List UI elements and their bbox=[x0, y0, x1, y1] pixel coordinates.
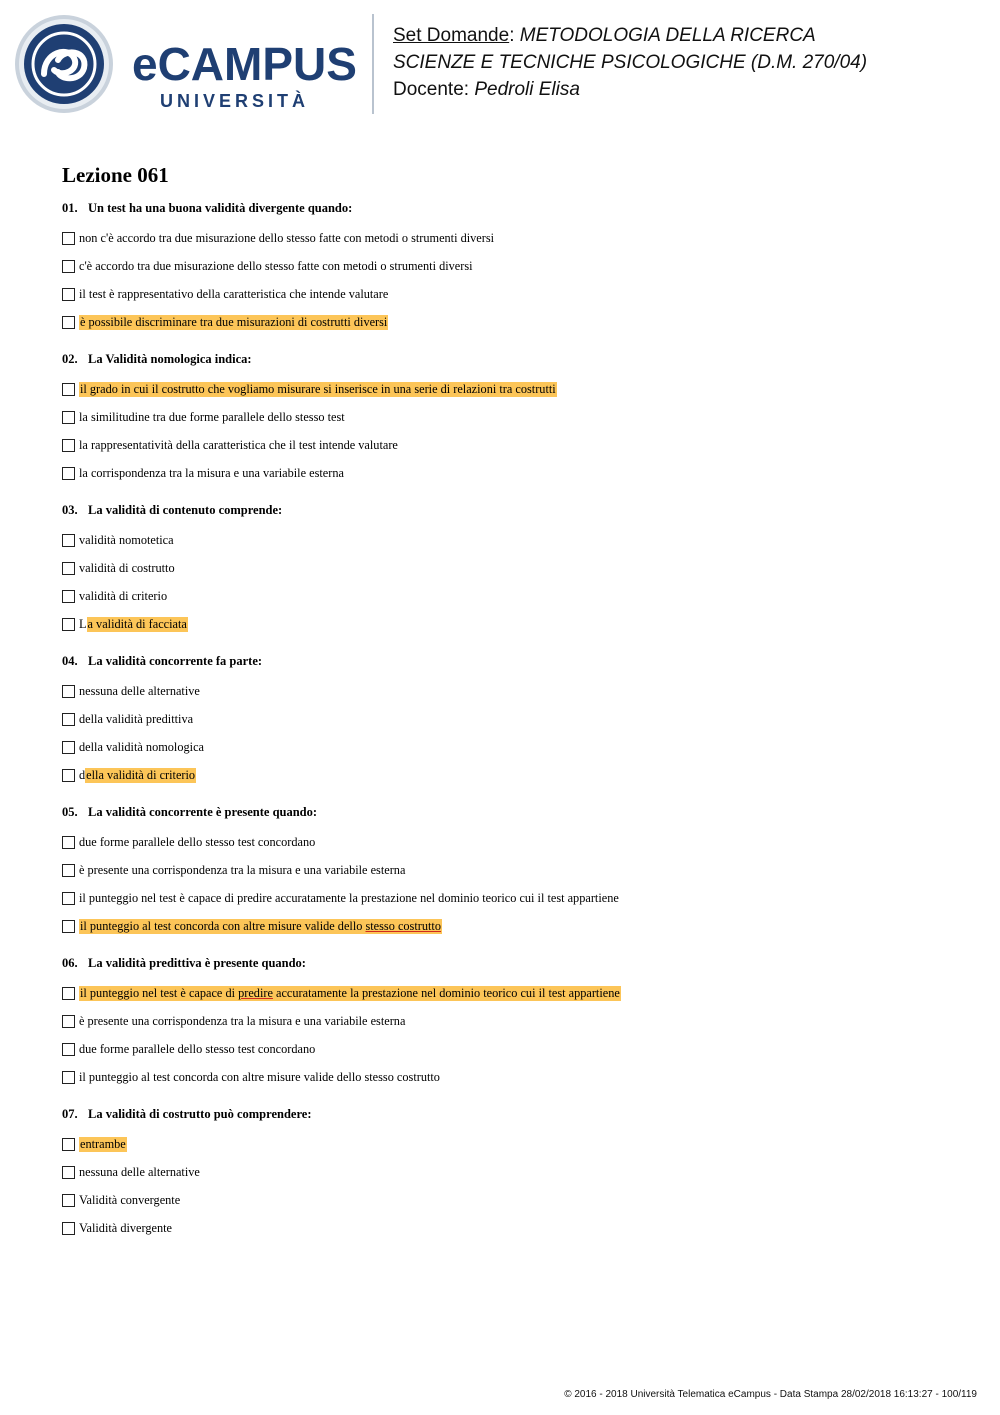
question bbox=[62, 1104, 962, 1242]
answer-option[interactable] bbox=[62, 1035, 962, 1063]
question-number: 03. bbox=[62, 503, 78, 517]
answer-option-correct[interactable] bbox=[62, 610, 962, 638]
answer-option[interactable] bbox=[62, 677, 962, 705]
answer-option[interactable] bbox=[62, 856, 962, 884]
answer-checkbox[interactable] bbox=[62, 1166, 75, 1179]
question bbox=[62, 198, 962, 336]
answer-option[interactable] bbox=[62, 1063, 962, 1091]
questions-content bbox=[62, 160, 962, 1242]
header-separator bbox=[372, 14, 374, 114]
option-text: Validità convergente bbox=[79, 1192, 181, 1207]
answer-checkbox[interactable] bbox=[62, 836, 75, 849]
option-text: la corrispondenza tra la misura e una variabile esterna bbox=[79, 465, 344, 480]
answer-checkbox[interactable] bbox=[62, 590, 75, 603]
answer-option-correct[interactable] bbox=[62, 761, 962, 789]
option-text: due forme parallele dello stesso test concordano bbox=[79, 1041, 316, 1056]
answer-option[interactable] bbox=[62, 1214, 962, 1242]
question-text: La Validità nomologica indica: bbox=[88, 352, 252, 366]
question-text: La validità concorrente è presente quando: bbox=[88, 805, 318, 819]
option-text: c'è accordo tra due misurazione dello stesso fatte con metodi o strumenti diversi bbox=[79, 258, 473, 273]
course-line2: SCIENZE E TECNICHE PSICOLOGICHE (D.M. 270/04) bbox=[393, 52, 868, 73]
question-text: Un test ha una buona validità divergente quando: bbox=[88, 201, 353, 215]
option-text: validità di costrutto bbox=[79, 560, 175, 575]
answer-checkbox[interactable] bbox=[62, 1043, 75, 1056]
header-course-row bbox=[393, 22, 867, 49]
option-text: la rappresentatività della caratteristica che il test intende valutare bbox=[79, 437, 398, 452]
answer-checkbox[interactable] bbox=[62, 618, 75, 631]
question-title bbox=[62, 349, 962, 369]
option-text-highlighted bbox=[79, 919, 442, 934]
set-label: Set Domande bbox=[393, 25, 510, 46]
question-title bbox=[62, 651, 962, 671]
answer-checkbox[interactable] bbox=[62, 741, 75, 754]
option-text: non c'è accordo tra due misurazione dello stesso fatte con metodi o strumenti diversi bbox=[79, 230, 495, 245]
answer-option[interactable] bbox=[62, 431, 962, 459]
option-text: validità nomotetica bbox=[79, 532, 174, 547]
option-text: è presente una corrispondenza tra la misura e una variabile esterna bbox=[79, 862, 406, 877]
option-text-part: il punteggio nel test è capace di bbox=[80, 985, 239, 1000]
option-text-underlined: stesso costrutto bbox=[365, 918, 441, 933]
answer-option[interactable] bbox=[62, 252, 962, 280]
question-number: 02. bbox=[62, 352, 78, 366]
header-info bbox=[393, 22, 867, 103]
question-text: La validità predittiva è presente quando: bbox=[88, 956, 306, 970]
option-text-highlighted bbox=[79, 986, 621, 1001]
answer-option[interactable] bbox=[62, 224, 962, 252]
answer-option[interactable] bbox=[62, 1007, 962, 1035]
answer-option-correct[interactable] bbox=[62, 308, 962, 336]
answer-checkbox[interactable] bbox=[62, 411, 75, 424]
question-title bbox=[62, 802, 962, 822]
answer-checkbox[interactable] bbox=[62, 1071, 75, 1084]
answer-checkbox[interactable] bbox=[62, 232, 75, 245]
answer-checkbox[interactable] bbox=[62, 439, 75, 452]
page-header bbox=[0, 0, 1000, 130]
logo-subtitle: UNIVERSITÀ bbox=[160, 91, 310, 111]
option-text: è presente una corrispondenza tra la misura e una variabile esterna bbox=[79, 1013, 406, 1028]
option-text: Validità divergente bbox=[79, 1220, 172, 1235]
answer-checkbox[interactable] bbox=[62, 1222, 75, 1235]
question-title bbox=[62, 1104, 962, 1124]
option-text-prefix: d bbox=[79, 767, 86, 782]
answer-option[interactable] bbox=[62, 1186, 962, 1214]
question-number: 05. bbox=[62, 805, 78, 819]
course-line1: METODOLOGIA DELLA RICERCA bbox=[519, 25, 816, 46]
answer-checkbox[interactable] bbox=[62, 920, 75, 933]
option-text: due forme parallele dello stesso test concordano bbox=[79, 834, 316, 849]
option-text-underlined: predire bbox=[238, 985, 273, 1000]
answer-checkbox[interactable] bbox=[62, 864, 75, 877]
option-text: la similitudine tra due forme parallele dello stesso test bbox=[79, 409, 345, 424]
option-text: della validità predittiva bbox=[79, 711, 194, 726]
set-colon: : bbox=[509, 25, 515, 46]
question-number: 07. bbox=[62, 1107, 78, 1121]
question bbox=[62, 349, 962, 487]
answer-option-correct[interactable] bbox=[62, 375, 962, 403]
option-text-part: accuratamente la prestazione nel dominio teorico cui il test appartiene bbox=[272, 985, 620, 1000]
answer-option[interactable] bbox=[62, 554, 962, 582]
header-teacher-row bbox=[393, 76, 867, 103]
answer-checkbox[interactable] bbox=[62, 383, 75, 396]
answer-option[interactable] bbox=[62, 884, 962, 912]
question-title bbox=[62, 953, 962, 973]
answer-option[interactable] bbox=[62, 828, 962, 856]
option-text-highlighted: il grado in cui il costrutto che vogliamo misurare si inserisce in una serie di relazioni tra costrutti bbox=[80, 381, 556, 396]
teacher-label: Docente: bbox=[393, 79, 470, 100]
answer-checkbox[interactable] bbox=[62, 534, 75, 547]
answer-option-correct[interactable] bbox=[62, 912, 962, 940]
answer-checkbox[interactable] bbox=[62, 288, 75, 301]
answer-option[interactable] bbox=[62, 705, 962, 733]
option-text-prefix: L bbox=[79, 616, 87, 631]
answer-checkbox[interactable] bbox=[62, 1138, 75, 1151]
answer-option-correct[interactable] bbox=[62, 1130, 962, 1158]
option-text-highlighted: entrambe bbox=[80, 1136, 126, 1151]
question bbox=[62, 953, 962, 1091]
answer-checkbox[interactable] bbox=[62, 987, 75, 1000]
question-text: La validità concorrente fa parte: bbox=[88, 654, 263, 668]
answer-checkbox[interactable] bbox=[62, 316, 75, 329]
answer-checkbox[interactable] bbox=[62, 713, 75, 726]
option-text: validità di criterio bbox=[79, 588, 168, 603]
answer-checkbox[interactable] bbox=[62, 562, 75, 575]
logo-wordmark: eCAMPUS bbox=[132, 38, 357, 90]
question-number: 06. bbox=[62, 956, 78, 970]
page-footer: © 2016 - 2018 Università Telematica eCampus - Data Stampa 28/02/2018 16:13:27 - 100/119 bbox=[564, 1389, 977, 1400]
answer-option[interactable] bbox=[62, 459, 962, 487]
option-text-highlighted: ella validità di criterio bbox=[86, 767, 196, 782]
option-text: il punteggio nel test è capace di predire accuratamente la prestazione nel dominio teorico cui il test appartiene bbox=[79, 890, 619, 905]
answer-option[interactable] bbox=[62, 1158, 962, 1186]
lesson-title: Lezione 061 bbox=[62, 163, 169, 187]
answer-option-correct[interactable] bbox=[62, 979, 962, 1007]
answer-option[interactable] bbox=[62, 403, 962, 431]
question bbox=[62, 500, 962, 638]
answer-option[interactable] bbox=[62, 582, 962, 610]
answer-option[interactable] bbox=[62, 526, 962, 554]
answer-checkbox[interactable] bbox=[62, 769, 75, 782]
answer-option[interactable] bbox=[62, 733, 962, 761]
question-number: 01. bbox=[62, 201, 78, 215]
ecampus-logo bbox=[14, 12, 359, 120]
question-title bbox=[62, 500, 962, 520]
question-number: 04. bbox=[62, 654, 78, 668]
option-text-highlighted: è possibile discriminare tra due misurazioni di costrutti diversi bbox=[80, 314, 388, 329]
option-text-highlighted: a validità di facciata bbox=[87, 616, 187, 631]
option-text: il test è rappresentativo della caratteristica che intende valutare bbox=[79, 286, 389, 301]
answer-checkbox[interactable] bbox=[62, 685, 75, 698]
question-title bbox=[62, 198, 962, 218]
question bbox=[62, 651, 962, 789]
teacher-name: Pedroli Elisa bbox=[474, 79, 580, 100]
answer-checkbox[interactable] bbox=[62, 892, 75, 905]
answer-checkbox[interactable] bbox=[62, 1194, 75, 1207]
question bbox=[62, 802, 962, 940]
answer-checkbox[interactable] bbox=[62, 1015, 75, 1028]
option-text: il punteggio al test concorda con altre misure valide dello stesso costrutto bbox=[79, 1069, 440, 1084]
option-text-part: il punteggio al test concorda con altre misure valide dello bbox=[80, 918, 366, 933]
option-text: nessuna delle alternative bbox=[79, 683, 200, 698]
option-text: nessuna delle alternative bbox=[79, 1164, 200, 1179]
answer-checkbox[interactable] bbox=[62, 467, 75, 480]
question-text: La validità di costrutto può comprendere: bbox=[88, 1107, 312, 1121]
question-text: La validità di contenuto comprende: bbox=[88, 503, 283, 517]
answer-option[interactable] bbox=[62, 280, 962, 308]
answer-checkbox[interactable] bbox=[62, 260, 75, 273]
option-text: della validità nomologica bbox=[79, 739, 204, 754]
